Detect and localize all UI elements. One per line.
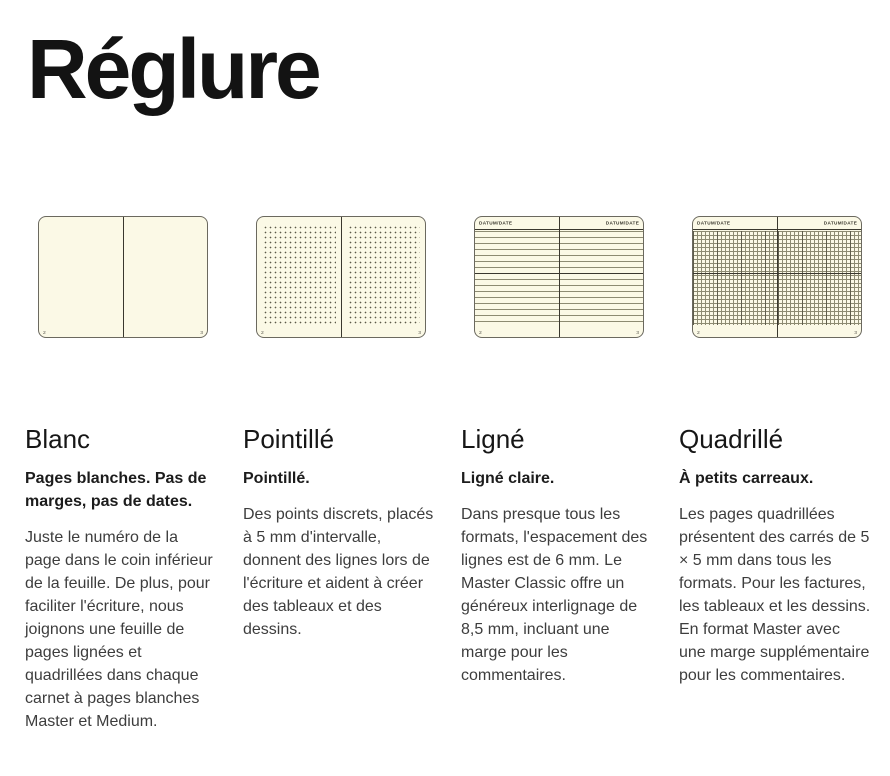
grid-ruling-pattern <box>693 231 777 325</box>
page-number-right: 3 <box>854 329 857 335</box>
ruling-column-ligne <box>461 216 657 733</box>
notebook-page-right <box>778 217 862 337</box>
page-header-date <box>778 217 862 230</box>
notebook-preview-ligne <box>474 216 644 338</box>
ruling-heading: Blanc <box>25 423 91 454</box>
notebook-preview-quadrille <box>692 216 862 338</box>
ruling-heading: Ligné <box>461 423 525 454</box>
date-header-label: DATUM/DATE <box>479 220 513 226</box>
ruling-heading: Pointillé <box>243 423 335 454</box>
dot-ruling-pattern <box>263 225 336 326</box>
notebook-page-right <box>124 217 208 337</box>
grid-ruling-pattern <box>778 231 862 325</box>
page-header-date <box>475 217 559 230</box>
page-header-date <box>693 217 777 230</box>
page-number-right: 3 <box>636 329 639 335</box>
date-header-label: DATUM/DATE <box>605 220 639 226</box>
page-title: Réglure <box>27 22 319 116</box>
line-ruling-pattern <box>560 231 644 325</box>
notebook-page-left <box>475 217 559 337</box>
ruling-description: Les pages quadrillées présentent des carrés de 5 × 5 mm dans tous les formats. Pour les factures, les tableaux et les dessins. En format Master avec une marge supplémentaire pour les commentaires. <box>679 505 871 684</box>
ruling-heading: Quadrillé <box>679 423 784 454</box>
ruling-description: Dans presque tous les formats, l'espacement des lignes est de 6 mm. Le Master Classic offre un généreux interlignage de 8,5 mm, incluant une marge pour les commentaires. <box>461 505 648 684</box>
ruling-accent-line <box>693 273 777 274</box>
notebook-page-left <box>257 217 341 337</box>
page-number-right: 3 <box>200 329 203 335</box>
ruling-column-blanc <box>25 216 221 733</box>
notebook-page-right <box>342 217 426 337</box>
ruling-accent-line <box>560 273 644 274</box>
page-header-date <box>560 217 644 230</box>
page-number-right: 3 <box>418 329 421 335</box>
notebook-preview-blanc <box>38 216 208 338</box>
page-number-left: 2 <box>261 329 264 335</box>
page-number-left: 2 <box>43 329 46 335</box>
notebook-page-right <box>560 217 644 337</box>
ruling-accent-line <box>778 273 862 274</box>
ruling-subheading: Pages blanches. Pas de marges, pas de dates. <box>25 469 207 510</box>
notebook-preview-pointille <box>256 216 426 338</box>
ruling-column-pointille <box>243 216 439 733</box>
ruling-description: Des points discrets, placés à 5 mm d'intervalle, donnent des lignes lors de l'écriture et aident à créer des tableaux et des dessins. <box>243 505 434 638</box>
notebook-page-left <box>693 217 777 337</box>
dot-ruling-pattern <box>348 225 421 326</box>
ruling-subheading: À petits carreaux. <box>679 469 814 487</box>
ruling-subheading: Pointillé. <box>243 469 310 487</box>
date-header-label: DATUM/DATE <box>823 220 857 226</box>
page-number-left: 2 <box>479 329 482 335</box>
date-header-label: DATUM/DATE <box>697 220 731 226</box>
ruling-column-quadrille <box>679 216 875 733</box>
rulings-grid <box>25 216 890 733</box>
ruling-description: Juste le numéro de la page dans le coin inférieur de la feuille. De plus, pour faciliter l'écriture, nous joignons une feuille de pages lignées et quadrillées dans chaque carnet à pages blanches Master et Medium. <box>25 528 213 730</box>
line-ruling-pattern <box>475 231 559 325</box>
ruling-subheading: Ligné claire. <box>461 469 555 487</box>
notebook-page-left <box>39 217 123 337</box>
ruling-accent-line <box>475 273 559 274</box>
page-number-left: 2 <box>697 329 700 335</box>
